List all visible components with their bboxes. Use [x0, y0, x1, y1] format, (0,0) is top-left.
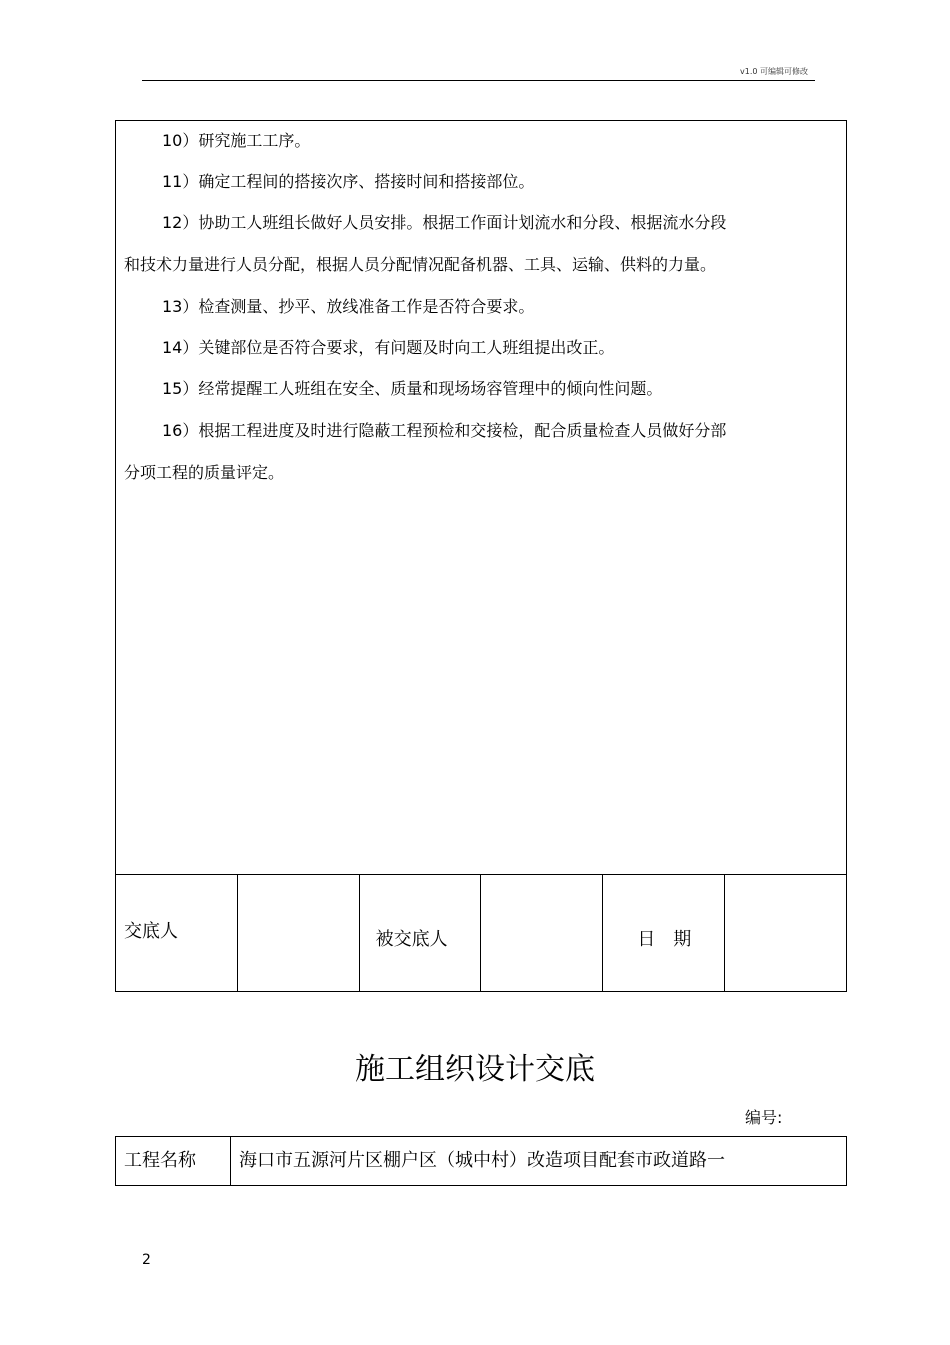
date-label: 日 期 — [637, 929, 692, 950]
document-title: 施工组织设计交底 — [355, 1052, 595, 1087]
item-12-cont: 和技术力量进行人员分配，根据人员分配情况配备机器、工具、运输、供料的力量。 — [124, 255, 717, 274]
receiver-sign-field[interactable] — [481, 875, 603, 991]
code-label: 编号: — [745, 1108, 783, 1127]
signature-row — [115, 874, 847, 992]
item-14: 14）关键部位是否符合要求，有问题及时向工人班组提出改正。 — [162, 338, 615, 357]
project-row — [115, 1136, 847, 1186]
giver-sign-field[interactable] — [238, 875, 360, 991]
receiver-label-cell — [360, 875, 482, 991]
item-11: 11）确定工程间的搭接次序、搭接时间和搭接部位。 — [162, 172, 535, 191]
item-15: 15）经常提醒工人班组在安全、质量和现场场容管理中的倾向性问题。 — [162, 379, 663, 398]
date-field[interactable] — [725, 875, 846, 991]
giver-label-cell — [116, 875, 238, 991]
content-box — [115, 120, 847, 875]
item-13: 13）检查测量、抄平、放线准备工作是否符合要求。 — [162, 297, 535, 316]
item-12: 12）协助工人班组长做好人员安排。根据工作面计划流水和分段、根据流水分段 — [162, 213, 727, 232]
header-version-text: v1.0 可编辑可修改 — [740, 67, 808, 76]
project-value: 海口市五源河片区棚户区（城中村）改造项目配套市政道路一 — [239, 1150, 725, 1171]
item-16: 16）根据工程进度及时进行隐蔽工程预检和交接检，配合质量检查人员做好分部 — [162, 421, 727, 440]
header-rule — [142, 80, 815, 81]
receiver-label: 被交底人 — [375, 929, 448, 950]
date-label-cell — [603, 875, 725, 991]
page-number: 2 — [142, 1252, 151, 1268]
giver-label: 交底人 — [124, 921, 178, 942]
item-16-cont: 分项工程的质量评定。 — [124, 463, 285, 482]
item-10: 10）研究施工工序。 — [162, 131, 311, 150]
project-label: 工程名称 — [116, 1137, 231, 1185]
